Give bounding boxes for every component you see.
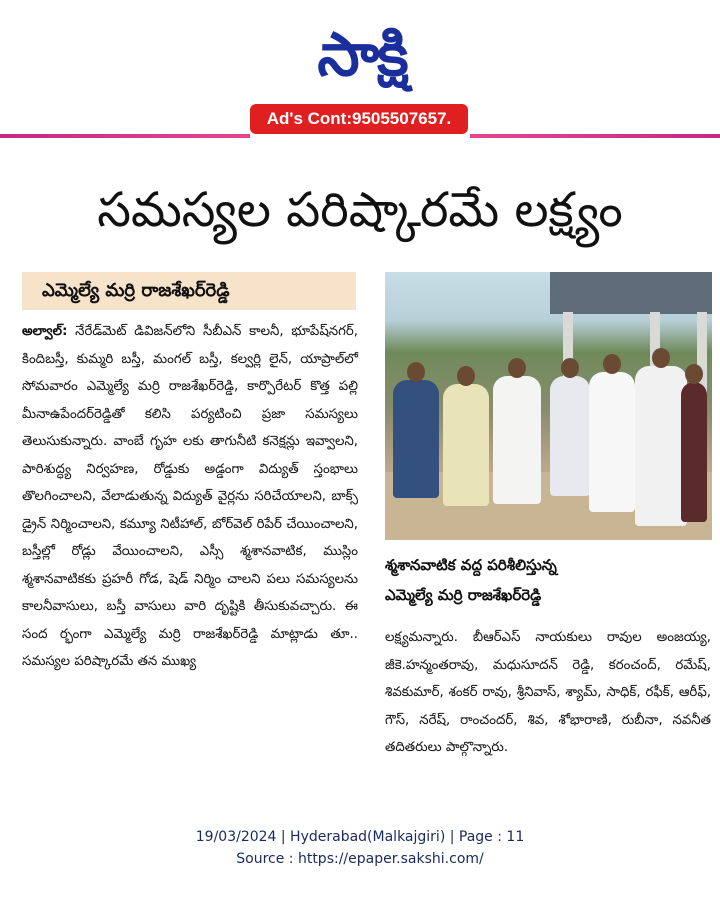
sakshi-logo: సాక్షి bbox=[317, 20, 407, 90]
photo-person bbox=[393, 380, 439, 498]
photo-shelter-roof bbox=[550, 272, 712, 314]
photo-person bbox=[635, 366, 687, 526]
article-photo bbox=[385, 272, 712, 540]
photo-person bbox=[550, 376, 590, 496]
photo-person bbox=[493, 376, 541, 504]
ads-contact-badge: Ad's Cont:9505507657. bbox=[250, 104, 468, 134]
article-subheadline: ఎమ్మెల్యే మర్రి రాజశేఖర్‌రెడ్డి bbox=[22, 272, 356, 310]
photo-caption-line-2: ఎమ్మెల్యే మర్రి రాజశేఖర్‌రెడ్డి bbox=[385, 586, 542, 604]
article-body-left bbox=[22, 318, 358, 676]
photo-person bbox=[589, 372, 635, 512]
footer-source-link[interactable]: Source : https://epaper.sakshi.com/ bbox=[236, 851, 484, 867]
header-stripe-right bbox=[470, 134, 720, 138]
photo-person bbox=[443, 384, 489, 506]
header-stripe-left bbox=[0, 134, 250, 138]
article-dateline: అల్వాల్‌: bbox=[22, 324, 68, 339]
photo-caption bbox=[385, 550, 715, 610]
article-headline: సమస్యల పరిష్కారమే లక్ష్యం bbox=[97, 182, 623, 238]
footer-edition-info: 19/03/2024 | Hyderabad(Malkajgiri) | Page : 11 bbox=[195, 829, 525, 845]
masthead bbox=[0, 0, 720, 140]
article-body-right: లక్ష్యమన్నారు. బీఆర్‌ఎస్‌ నాయకులు రావుల అంజయ్య, జీకె.హన్మంతరావు, మధుసూదన్‌ రెడ్డి, కరంచంద్‌, రమేష్‌, శివకుమార్‌, శంకర్‌ రావు, శ్రీనివాస్‌, శ్యామ్‌, సాధిక్‌, రఫీక్‌, ఆరీఫ్‌, గౌస్‌, నరేష్‌, రాంచందర్‌, శివ, శోభారాణి, రుబీనా, నవనీత తదితరులు పాల్గొన్నారు. bbox=[385, 630, 711, 755]
page-footer bbox=[0, 826, 720, 870]
article-body-left-text: నేరేడ్‌మెట్‌ డివిజన్‌లోని సీబీఎన్‌ కాలనీ, భూపేష్‌నగర్‌, కిందిబస్తీ, కుమ్మరి బస్తీ, మంగల్‌ బస్తీ, కల్వర్లి లైన్‌, యాప్రాల్‌లో సోమవారం ఎమ్మెల్యే మర్రి రాజశేఖర్‌రెడ్డి, కార్పొరేటర్‌ కొత్త పల్లి మీనాఉపేందర్‌రెడ్డితో కలిసి పర్యటించి ప్రజా సమస్యలు తెలుసుకున్నారు. వాంబే గృహ లకు తాగునీటి కనెక్షన్లు ఇవ్వాలని, పారిశుద్ధ్య నిర్వహణ, రోడ్డుకు అడ్డంగా విద్యుత్‌ స్తంభాలు తొలగించాలని, వేలాడుతున్న విద్యుత్‌ వైర్లను సరిచేయాలని, బాక్స్‌ డ్రైన్‌ నిర్మించాలని, కమ్యూ నిటీహాల్‌, బోర్‌వెల్‌ రిపేర్‌ చేయించాలని, బస్తీల్లో రోడ్లు వేయించాలని, ఎస్సీ శ్మశానవాటిక, ముస్లిం శ్మశానవాటికకు ప్రహరీ గోడ, షెడ్‌ నిర్మిం చాలని పలు సమస్యలను కాలనీవాసులు, బస్తీ వాసులు వారి దృష్టికి తీసుకువచ్చారు. ఈ సంద ర్భంగా ఎమ్మెల్యే మర్రి రాజశేఖర్‌రెడ్డి మాట్లాడు తూ.. సమస్యల పరిష్కారమే తన ముఖ్య bbox=[22, 324, 358, 669]
photo-person bbox=[681, 382, 707, 522]
photo-caption-line-1: శ్మశానవాటిక వద్ద పరిశీలిస్తున్న bbox=[385, 556, 557, 574]
